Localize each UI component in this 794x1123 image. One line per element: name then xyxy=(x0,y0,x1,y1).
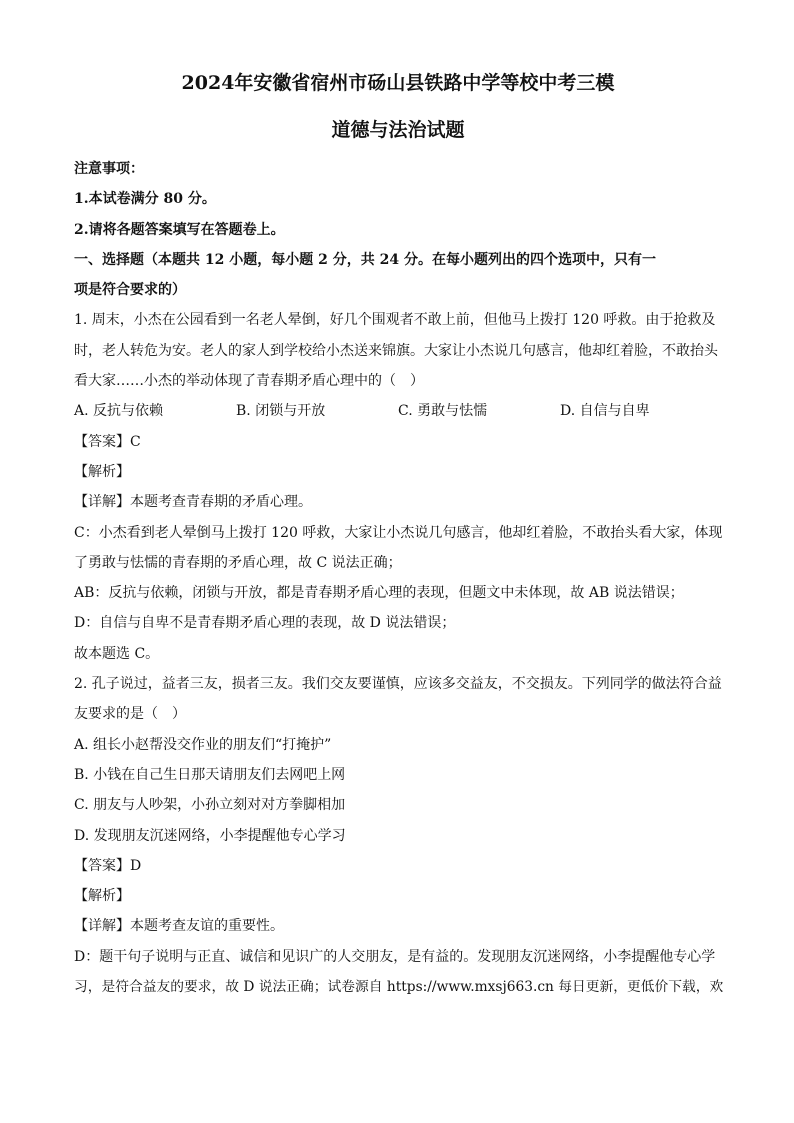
q2-analysis-label: 【解析】 xyxy=(74,888,130,905)
q1-answer: 【答案】C xyxy=(74,433,141,450)
q1-detail-line: D：自信与自卑不是青春期矛盾心理的表现，故 D 说法错误； xyxy=(74,615,456,632)
q2-detail-line: 【详解】本题考查友谊的重要性。 xyxy=(74,918,284,935)
q2-answer: 【答案】D xyxy=(74,857,142,874)
document-subtitle: 道德与法治试题 xyxy=(331,119,465,141)
notes-heading: 注意事项： xyxy=(74,161,144,177)
q1-detail-line: AB：反抗与依赖，闭锁与开放，都是青春期矛盾心理的表现，但题文中未体现，故 AB 说法错误； xyxy=(74,585,684,602)
q1-detail-line: C：小杰看到老人晕倒马上拨打 120 呼救，大家让小杰说几句感言，他却红着脸，不敢抬头看大家，体现 xyxy=(74,524,723,541)
q2-detail-line: D：题干句子说明与正直、诚信和见识广的人交朋友，是有益的。发现朋友沉迷网络，小李提醒他专心学 xyxy=(74,948,716,965)
q2-option-c: C. 朋友与人吵架，小孙立刻对对方拳脚相加 xyxy=(74,797,346,814)
q2-option-a: A. 组长小赵帮没交作业的朋友们“打掩护” xyxy=(74,736,332,753)
q2-detail-line: 习，是符合益友的要求，故 D 说法正确；试卷源自 https://www.mxsj663.cn 每日更新，更低价下载，欢 xyxy=(74,979,724,996)
q1-stem-line: 1. 周末，小杰在公园看到一名老人晕倒，好几个围观者不敢上前，但他马上拨打 120 呼救。由于抢救及 xyxy=(74,312,716,329)
q1-detail-line: 【详解】本题考查青春期的矛盾心理。 xyxy=(74,494,312,511)
q1-options xyxy=(74,396,722,426)
section-heading-cont: 项是符合要求的） xyxy=(74,282,186,299)
q1-option-a: A. 反抗与依赖 xyxy=(74,403,164,420)
q1-option-d: D. 自信与自卑 xyxy=(560,403,650,420)
q1-stem-line: 时，老人转危为安。老人的家人到学校给小杰送来锦旗。大家让小杰说几句感言，他却红着脸，不敢抬头 xyxy=(74,342,718,359)
q1-option-c: C. 勇敢与怯懦 xyxy=(398,403,488,420)
q1-stem-line: 看大家……小杰的举动体现了青春期矛盾心理中的（ ） xyxy=(74,373,424,390)
q2-stem-line: 2. 孔子说过，益者三友，损者三友。我们交友要谨慎，应该多交益友，不交损友。下列同学的做法符合益 xyxy=(74,676,722,693)
q2-option-b: B. 小钱在自己生日那天请朋友们去网吧上网 xyxy=(74,766,346,783)
q1-detail-line: 故本题选 C。 xyxy=(74,645,160,662)
q1-detail-line: 了勇敢与怯懦的青春期的矛盾心理，故 C 说法正确； xyxy=(74,554,402,571)
q1-analysis-label: 【解析】 xyxy=(74,463,130,480)
note-item: 2.请将各题答案填写在答题卷上。 xyxy=(74,221,285,238)
section-heading: 一、选择题（本题共 12 小题，每小题 2 分，共 24 分。在每小题列出的四个选项中，只有一 xyxy=(74,251,656,268)
q2-option-d: D. 发现朋友沉迷网络，小李提醒他专心学习 xyxy=(74,827,346,844)
document-title: 2024年安徽省宿州市砀山县铁路中学等校中考三模 xyxy=(181,72,615,94)
q2-stem-line: 友要求的是（ ） xyxy=(74,706,186,723)
note-item: 1.本试卷满分 80 分。 xyxy=(74,191,216,208)
q1-option-b: B. 闭锁与开放 xyxy=(236,403,326,420)
